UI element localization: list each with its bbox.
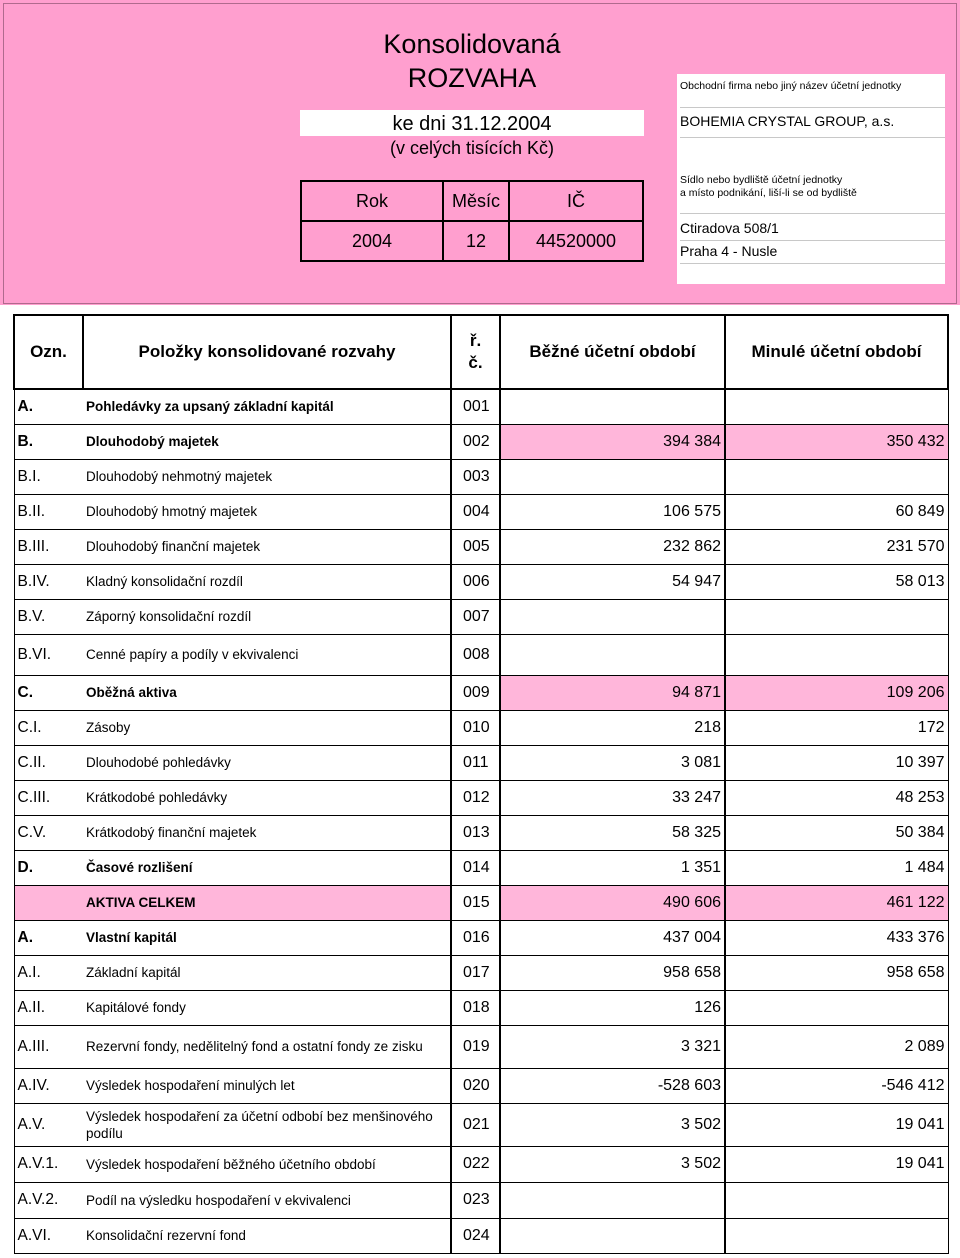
mesic-label: Měsíc xyxy=(443,181,509,221)
row-number: 021 xyxy=(451,1103,500,1146)
row-current-value: 106 575 xyxy=(500,494,725,529)
row-number: 016 xyxy=(451,920,500,955)
firm-name-label: Obchodní firma nebo jiný název účetní jednotky xyxy=(680,80,945,108)
firm-name: BOHEMIA CRYSTAL GROUP, a.s. xyxy=(680,112,945,138)
firm-info-box xyxy=(677,74,945,284)
table-row xyxy=(14,920,948,955)
row-previous-value: 433 376 xyxy=(725,920,948,955)
row-number: 013 xyxy=(451,815,500,850)
row-ozn: C.I. xyxy=(14,710,83,745)
row-number: 015 xyxy=(451,885,500,920)
row-previous-value: 60 849 xyxy=(725,494,948,529)
row-label: Dlouhodobý nehmotný majetek xyxy=(83,459,451,494)
row-ozn: B.VI. xyxy=(14,634,83,675)
table-row xyxy=(14,599,948,634)
row-number: 003 xyxy=(451,459,500,494)
row-ozn: A. xyxy=(14,389,83,424)
row-number: 006 xyxy=(451,564,500,599)
row-previous-value xyxy=(725,459,948,494)
row-previous-value: 172 xyxy=(725,710,948,745)
row-current-value xyxy=(500,389,725,424)
units-note: (v celých tisících Kč) xyxy=(389,138,555,158)
seat-label-1: Sídlo nebo bydliště účetní jednotky xyxy=(680,174,843,186)
row-ozn: A.VI. xyxy=(14,1218,83,1253)
row-label: Krátkodobý finanční majetek xyxy=(83,815,451,850)
row-label: Kladný konsolidační rozdíl xyxy=(83,564,451,599)
row-label: Výsledek hospodaření minulých let xyxy=(83,1068,451,1103)
row-label: Podíl na výsledku hospodaření v ekvivalenci xyxy=(83,1182,451,1218)
rok-value: 2004 xyxy=(301,221,443,261)
row-label: Pohledávky za upsaný základní kapitál xyxy=(83,389,451,424)
row-number: 019 xyxy=(451,1025,500,1068)
row-ozn: A. xyxy=(14,920,83,955)
row-previous-value: 461 122 xyxy=(725,885,948,920)
row-ozn xyxy=(14,885,83,920)
row-ozn: C.V. xyxy=(14,815,83,850)
row-current-value xyxy=(500,634,725,675)
row-label: Dlouhodobý hmotný majetek xyxy=(83,494,451,529)
table-row xyxy=(14,1068,948,1103)
balance-sheet-table xyxy=(13,314,949,1254)
row-label: Krátkodobé pohledávky xyxy=(83,780,451,815)
row-current-value: 3 321 xyxy=(500,1025,725,1068)
row-label: Výsledek hospodaření za účetní odbobí bez menšinového podílu xyxy=(83,1103,451,1146)
row-previous-value xyxy=(725,1218,948,1253)
row-current-value xyxy=(500,459,725,494)
row-number: 018 xyxy=(451,990,500,1025)
table-row xyxy=(14,529,948,564)
col-header-ozn: Ozn. xyxy=(14,315,83,389)
row-label: Cenné papíry a podíly v ekvivalenci xyxy=(83,634,451,675)
row-number: 009 xyxy=(451,675,500,710)
title-line-1: Konsolidovaná xyxy=(383,29,561,59)
row-current-value: 126 xyxy=(500,990,725,1025)
row-label: Kapitálové fondy xyxy=(83,990,451,1025)
row-label: Dlouhodobý majetek xyxy=(83,424,451,459)
row-current-value: 58 325 xyxy=(500,815,725,850)
row-previous-value xyxy=(725,634,948,675)
row-previous-value xyxy=(725,1182,948,1218)
row-previous-value: -546 412 xyxy=(725,1068,948,1103)
row-current-value: 1 351 xyxy=(500,850,725,885)
table-row xyxy=(14,675,948,710)
row-ozn: C. xyxy=(14,675,83,710)
row-label: Záporný konsolidační rozdíl xyxy=(83,599,451,634)
row-label: Rezervní fondy, nedělitelný fond a ostatní fondy ze zisku xyxy=(83,1025,451,1068)
table-row xyxy=(14,1182,948,1218)
row-current-value: 3 502 xyxy=(500,1103,725,1146)
row-ozn: B.IV. xyxy=(14,564,83,599)
table-row xyxy=(14,389,948,424)
table-row xyxy=(14,710,948,745)
row-ozn: A.III. xyxy=(14,1025,83,1068)
row-previous-value: 19 041 xyxy=(725,1146,948,1182)
row-ozn: A.IV. xyxy=(14,1068,83,1103)
row-number: 023 xyxy=(451,1182,500,1218)
row-previous-value: 958 658 xyxy=(725,955,948,990)
row-number: 002 xyxy=(451,424,500,459)
row-number: 012 xyxy=(451,780,500,815)
row-label: Konsolidační rezervní fond xyxy=(83,1218,451,1253)
row-label: AKTIVA CELKEM xyxy=(83,885,451,920)
table-row xyxy=(14,1103,948,1146)
row-previous-value: 50 384 xyxy=(725,815,948,850)
row-label: Oběžná aktiva xyxy=(83,675,451,710)
row-previous-value: 19 041 xyxy=(725,1103,948,1146)
row-ozn: A.V.1. xyxy=(14,1146,83,1182)
row-number: 010 xyxy=(451,710,500,745)
row-ozn: B.V. xyxy=(14,599,83,634)
row-previous-value: 109 206 xyxy=(725,675,948,710)
table-row xyxy=(14,564,948,599)
row-previous-value xyxy=(725,389,948,424)
row-number: 004 xyxy=(451,494,500,529)
row-ozn: B.II. xyxy=(14,494,83,529)
row-previous-value xyxy=(725,990,948,1025)
row-current-value xyxy=(500,599,725,634)
row-previous-value: 10 397 xyxy=(725,745,948,780)
row-previous-value: 2 089 xyxy=(725,1025,948,1068)
table-row xyxy=(14,1025,948,1068)
ic-value: 44520000 xyxy=(509,221,643,261)
period-id-table xyxy=(300,180,644,262)
table-row xyxy=(14,990,948,1025)
row-ozn: C.II. xyxy=(14,745,83,780)
ic-label: IČ xyxy=(509,181,643,221)
row-number: 024 xyxy=(451,1218,500,1253)
table-row xyxy=(14,1218,948,1253)
row-ozn: A.I. xyxy=(14,955,83,990)
row-current-value xyxy=(500,1218,725,1253)
row-current-value: 3 081 xyxy=(500,745,725,780)
row-label: Výsledek hospodaření běžného účetního období xyxy=(83,1146,451,1182)
table-row xyxy=(14,459,948,494)
col-header-current: Běžné účetní období xyxy=(500,315,725,389)
row-current-value: 54 947 xyxy=(500,564,725,599)
row-ozn: B.III. xyxy=(14,529,83,564)
row-current-value: 218 xyxy=(500,710,725,745)
table-row xyxy=(14,634,948,675)
rok-label: Rok xyxy=(301,181,443,221)
row-number: 011 xyxy=(451,745,500,780)
row-current-value: 437 004 xyxy=(500,920,725,955)
row-number: 020 xyxy=(451,1068,500,1103)
report-date: ke dni 31.12.2004 xyxy=(300,110,644,136)
table-row xyxy=(14,885,948,920)
table-row xyxy=(14,494,948,529)
table-row xyxy=(14,1146,948,1182)
table-row xyxy=(14,815,948,850)
firm-spacer xyxy=(680,138,945,174)
row-label: Vlastní kapitál xyxy=(83,920,451,955)
table-row xyxy=(14,955,948,990)
row-label: Časové rozlišení xyxy=(83,850,451,885)
col-header-row xyxy=(451,315,500,389)
row-number: 007 xyxy=(451,599,500,634)
row-current-value: 94 871 xyxy=(500,675,725,710)
row-label: Dlouhodobý finanční majetek xyxy=(83,529,451,564)
row-ozn: A.V.2. xyxy=(14,1182,83,1218)
row-number: 017 xyxy=(451,955,500,990)
row-current-value: 490 606 xyxy=(500,885,725,920)
row-number: 001 xyxy=(451,389,500,424)
row-ozn: D. xyxy=(14,850,83,885)
col-header-row-line1: ř. xyxy=(469,331,482,350)
row-current-value: 33 247 xyxy=(500,780,725,815)
row-ozn: B. xyxy=(14,424,83,459)
row-previous-value xyxy=(725,599,948,634)
row-current-value: 958 658 xyxy=(500,955,725,990)
col-header-row-line2: č. xyxy=(468,353,483,372)
row-previous-value: 231 570 xyxy=(725,529,948,564)
row-ozn: A.V. xyxy=(14,1103,83,1146)
row-current-value: 3 502 xyxy=(500,1146,725,1182)
row-label: Zásoby xyxy=(83,710,451,745)
row-previous-value: 58 013 xyxy=(725,564,948,599)
row-ozn: A.II. xyxy=(14,990,83,1025)
row-number: 005 xyxy=(451,529,500,564)
row-previous-value: 350 432 xyxy=(725,424,948,459)
row-current-value: 232 862 xyxy=(500,529,725,564)
seat-city: Praha 4 - Nusle xyxy=(680,242,945,264)
title-line-2: ROZVAHA xyxy=(407,63,537,93)
row-label: Základní kapitál xyxy=(83,955,451,990)
row-label: Dlouhodobé pohledávky xyxy=(83,745,451,780)
mesic-value: 12 xyxy=(443,221,509,261)
row-previous-value: 1 484 xyxy=(725,850,948,885)
table-row xyxy=(14,424,948,459)
row-current-value: 394 384 xyxy=(500,424,725,459)
col-header-items: Položky konsolidované rozvahy xyxy=(83,315,451,389)
row-previous-value: 48 253 xyxy=(725,780,948,815)
row-current-value: -528 603 xyxy=(500,1068,725,1103)
table-row xyxy=(14,850,948,885)
row-number: 008 xyxy=(451,634,500,675)
table-row xyxy=(14,745,948,780)
row-current-value xyxy=(500,1182,725,1218)
row-ozn: C.III. xyxy=(14,780,83,815)
row-number: 014 xyxy=(451,850,500,885)
seat-street: Ctiradova 508/1 xyxy=(680,219,945,241)
table-row xyxy=(14,780,948,815)
row-ozn: B.I. xyxy=(14,459,83,494)
row-number: 022 xyxy=(451,1146,500,1182)
col-header-previous: Minulé účetní období xyxy=(725,315,948,389)
seat-label-2: a místo podnikání, liší-li se od bydliště xyxy=(680,187,945,214)
